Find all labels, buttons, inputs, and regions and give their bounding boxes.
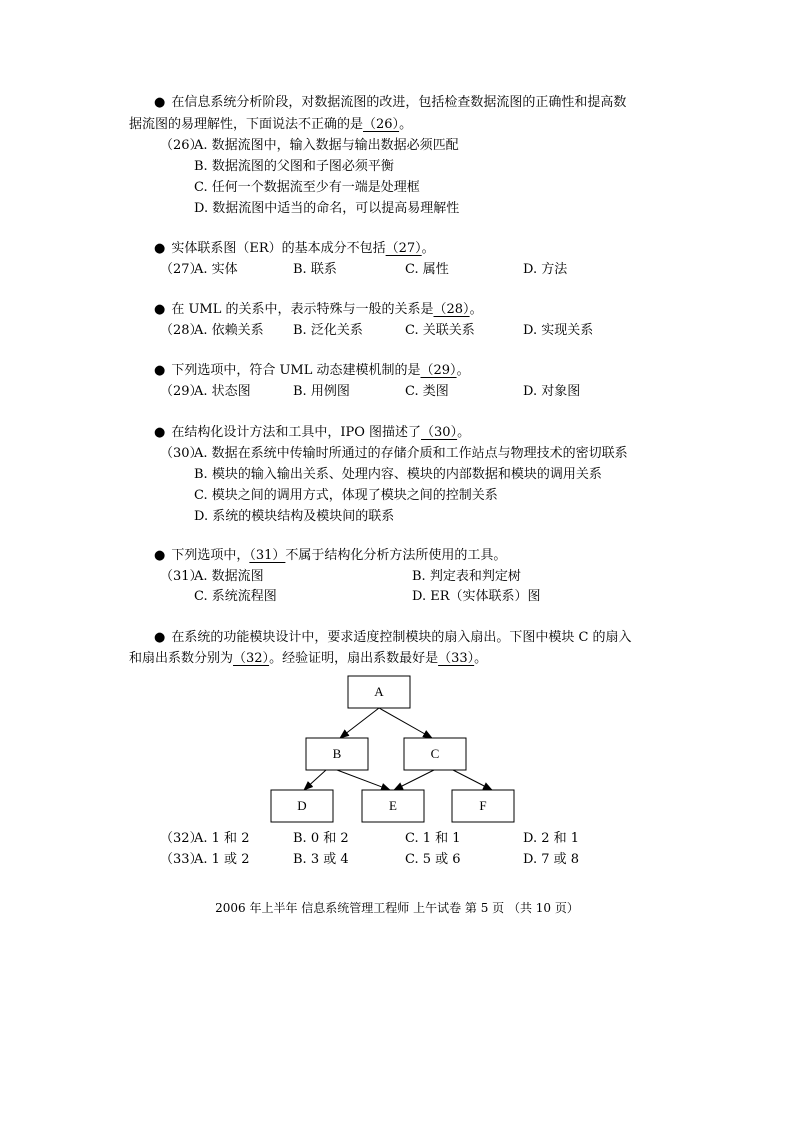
q28-option-c: C. 关联关系 [405,323,475,338]
module-a-label: A [374,684,384,699]
q3233-stem-line2: 和扇出系数分别为（32）。经验证明，扇出系数最好是（33）。 [129,651,488,666]
answer-blank-30: （30） [421,425,458,440]
q29-stem: ● 下列选项中，符合 UML 动态建模机制的是（29）。 [154,363,470,378]
q30-option-a: A. 数据在系统中传输时所通过的存储介质和工作站点与物理技术的密切联系 [194,446,628,461]
answer-blank-27: （27） [385,241,422,256]
page-footer: 2006 年上半年 信息系统管理工程师 上午试卷 第 5 页 （共 10 页） [215,901,579,915]
q33-option-a: A. 1 或 2 [194,852,250,867]
answer-blank-29: （29） [420,363,457,378]
q32-number: （32） [160,831,203,846]
bullet-icon: ● [154,630,166,645]
q27-option-b: B. 联系 [293,262,337,277]
q31-number: （31） [160,569,203,584]
q31-option-a: A. 数据流图 [194,569,264,584]
q26-stem-line1: ● 在信息系统分析阶段，对数据流图的改进，包括检查数据流图的正确性和提高数 [154,95,627,110]
q33-option-b: B. 3 或 4 [293,852,349,867]
answer-blank-26: （26） [363,117,400,132]
q27-stem: ● 实体联系图（ER）的基本成分不包括（27）。 [154,241,435,256]
module-f-label: F [479,798,487,813]
q27-option-c: C. 属性 [405,262,449,277]
call-arrow-a-c [379,708,432,738]
module-e-label: E [389,798,397,813]
q30-number: （30） [160,446,203,461]
q27-option-a: A. 实体 [194,262,238,277]
q30-stem: ● 在结构化设计方法和工具中，IPO 图描述了（30）。 [154,425,471,440]
q33-option-d: D. 7 或 8 [523,852,580,867]
bullet-icon: ● [154,95,166,110]
q32-option-b: B. 0 和 2 [293,831,349,846]
call-arrow-b-e [337,770,390,790]
bullet-icon: ● [154,548,166,563]
bullet-icon: ● [154,425,166,440]
q28-number: （28） [160,323,203,338]
q26-option-b: B. 数据流图的父图和子图必须平衡 [194,159,394,174]
q33-number: （33） [160,852,203,867]
answer-blank-31: （31） [249,548,286,563]
q3233-stem-line1: ● 在系统的功能模块设计中，要求适度控制模块的扇入扇出。下图中模块 C 的扇入 [154,630,632,645]
q28-option-d: D. 实现关系 [523,323,594,338]
module-structure-diagram [260,672,530,828]
call-arrow-c-e [394,770,434,790]
call-arrow-a-b [340,708,379,738]
answer-blank-33: （33） [438,651,475,666]
q33-option-c: C. 5 或 6 [405,852,461,867]
module-c-label: C [430,746,440,761]
module-b-label: B [332,746,342,761]
q26-option-c: C. 任何一个数据流至少有一端是处理框 [194,180,420,195]
module-d-label: D [297,798,307,813]
q29-number: （29） [160,384,203,399]
q26-option-d: D. 数据流图中适当的命名，可以提高易理解性 [194,201,460,216]
q27-number: （27） [160,262,203,277]
q30-option-d: D. 系统的模块结构及模块间的联系 [194,509,395,524]
q28-stem: ● 在 UML 的关系中，表示特殊与一般的关系是（28）。 [154,302,483,317]
q28-option-a: A. 依赖关系 [194,323,264,338]
q26-number: （26） [160,138,203,153]
q29-option-d: D. 对象图 [523,384,581,399]
answer-blank-32: （32） [233,651,270,666]
bullet-icon: ● [154,363,166,378]
answer-blank-28: （28） [433,302,470,317]
q29-option-a: A. 状态图 [194,384,251,399]
q31-option-d: D. ER（实体联系）图 [412,589,541,604]
q26-stem-line2: 据流图的易理解性，下面说法不正确的是（26）。 [129,117,413,132]
q29-option-b: B. 用例图 [293,384,350,399]
bullet-icon: ● [154,241,166,256]
q31-option-c: C. 系统流程图 [194,589,277,604]
bullet-icon: ● [154,302,166,317]
q31-stem: ● 下列选项中，（31）不属于结构化分析方法所使用的工具。 [154,548,507,563]
q27-option-d: D. 方法 [523,262,568,277]
q31-option-b: B. 判定表和判定树 [412,569,521,584]
call-arrow-b-d [304,770,326,790]
q32-option-c: C. 1 和 1 [405,831,461,846]
q30-option-c: C. 模块之间的调用方式，体现了模块之间的控制关系 [194,488,498,503]
q32-option-a: A. 1 和 2 [194,831,250,846]
q29-option-c: C. 类图 [405,384,449,399]
q26-option-a: A. 数据流图中，输入数据与输出数据必须匹配 [194,138,459,153]
call-arrow-c-f [453,770,492,790]
q30-option-b: B. 模块的输入输出关系、处理内容、模块的内部数据和模块的调用关系 [194,467,602,482]
q28-option-b: B. 泛化关系 [293,323,363,338]
q32-option-d: D. 2 和 1 [523,831,580,846]
